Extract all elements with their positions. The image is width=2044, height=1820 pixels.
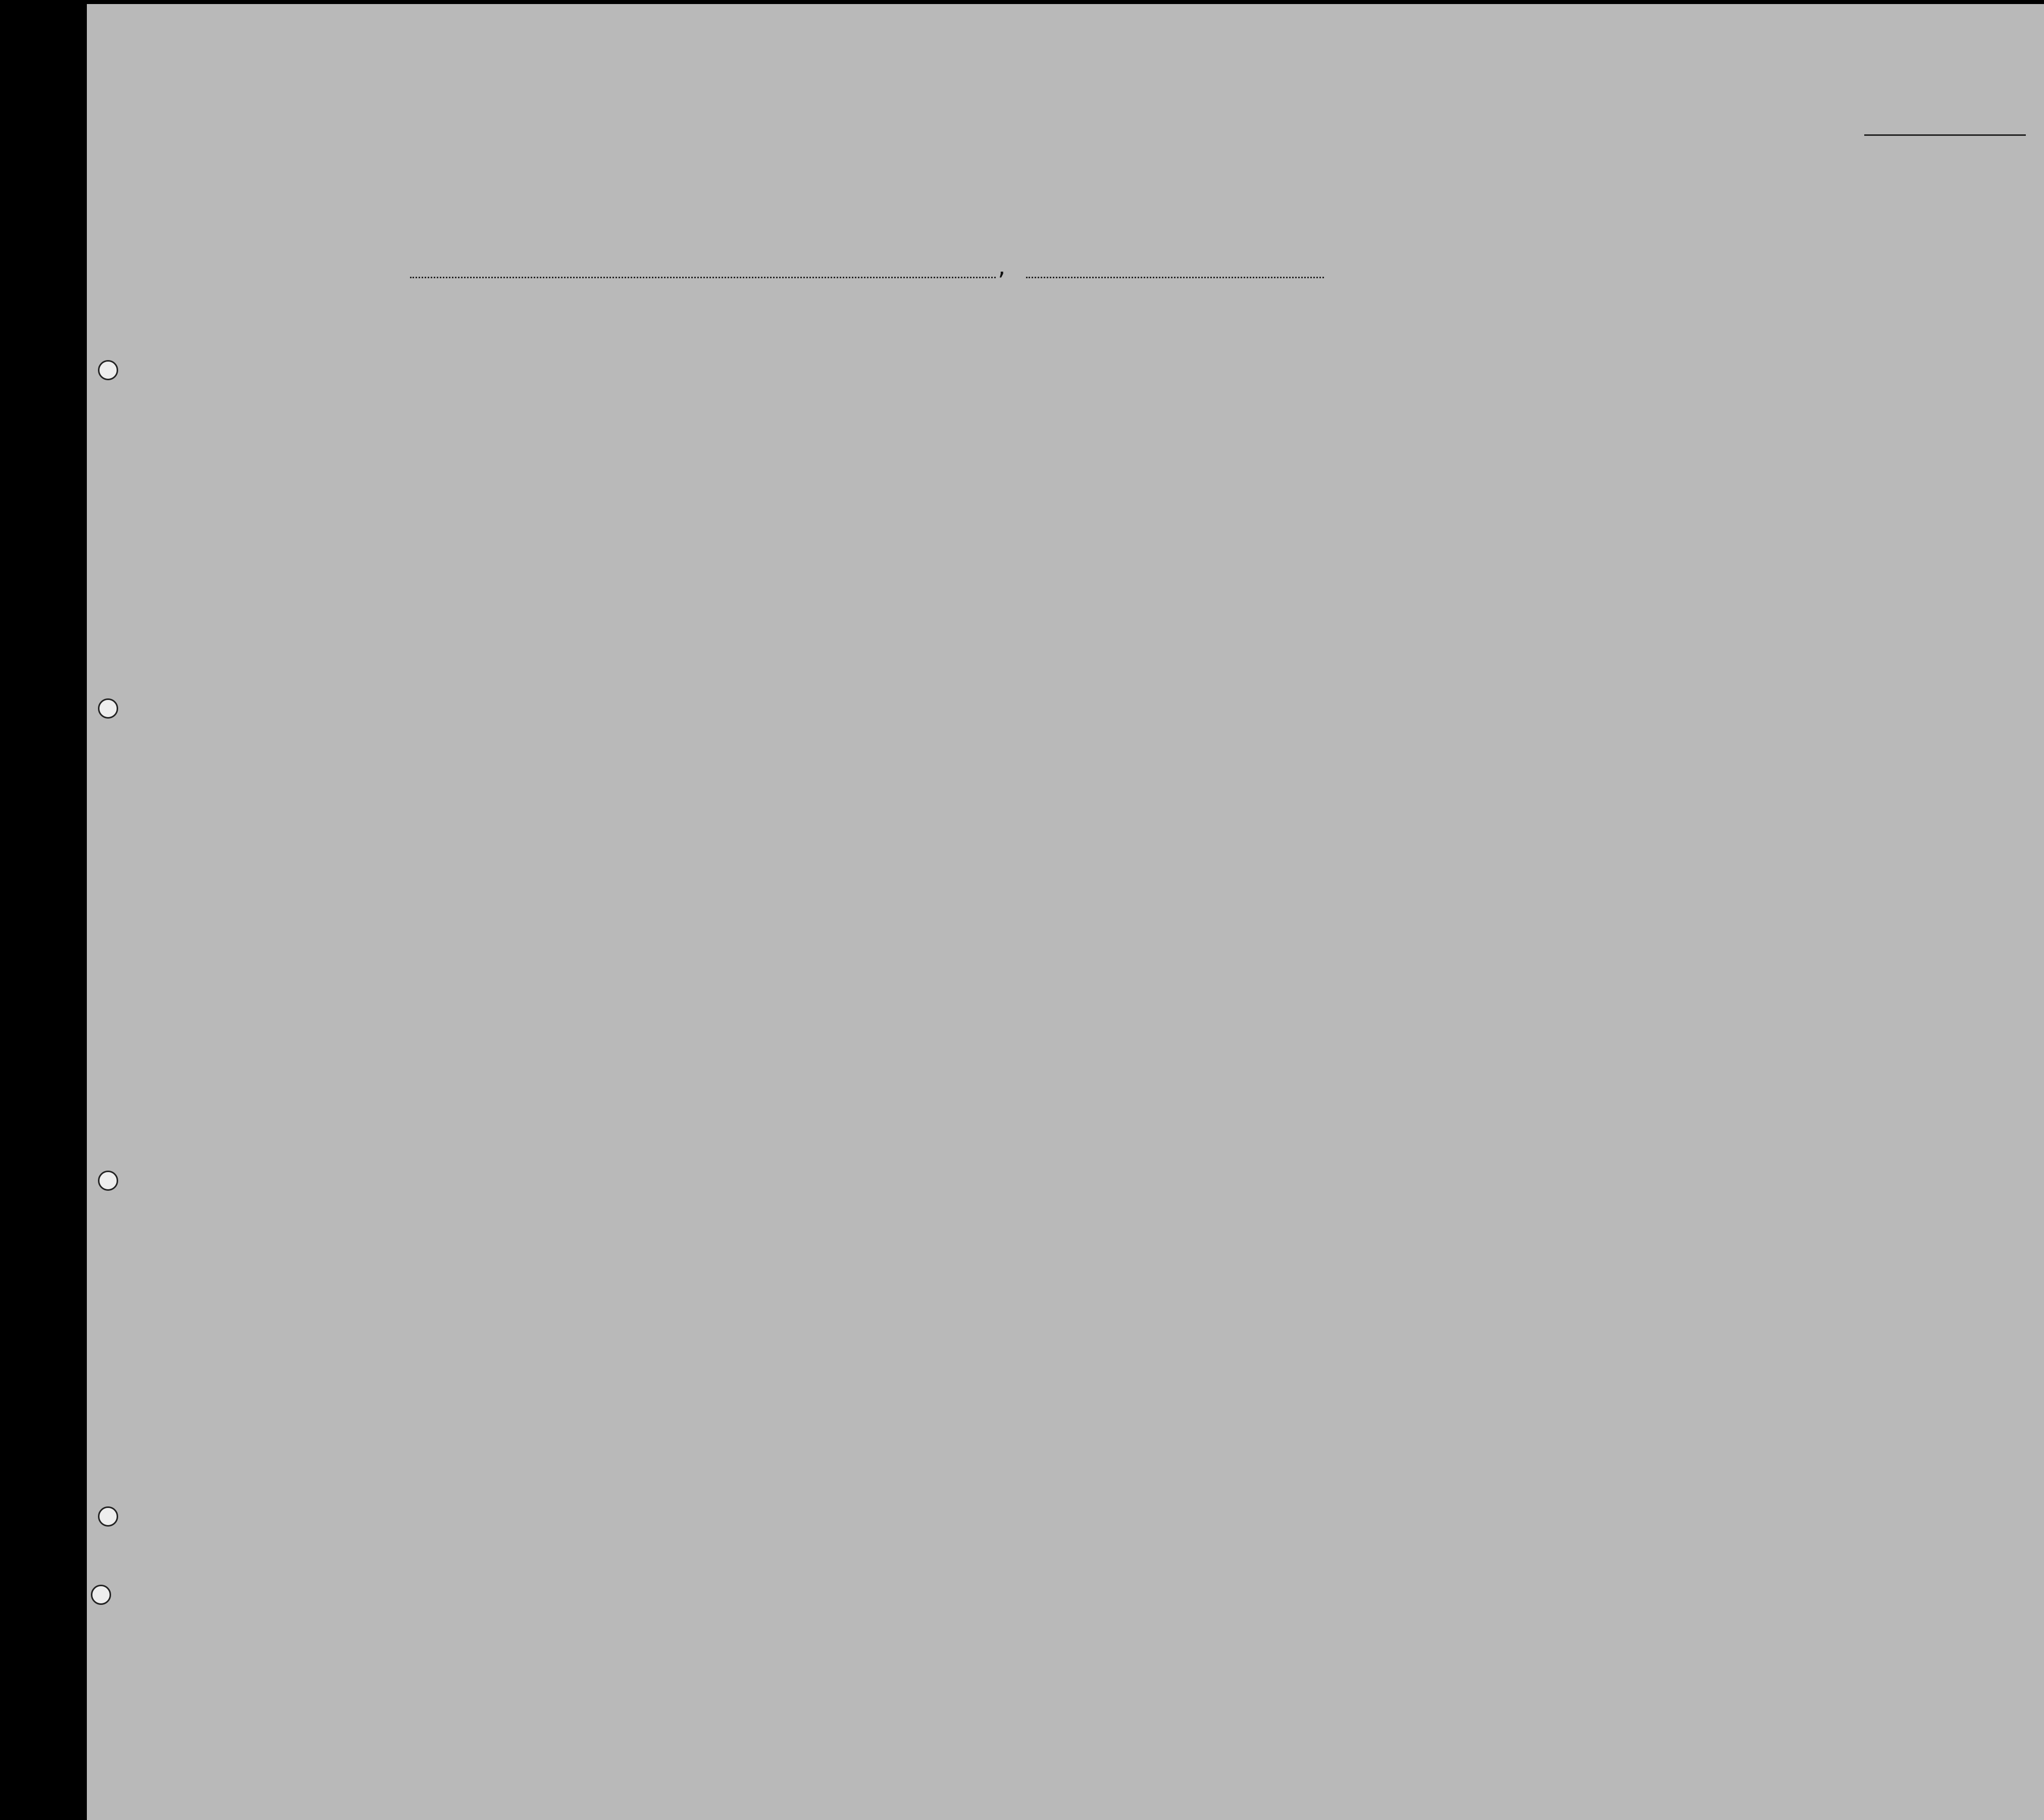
comma: , — [996, 257, 1008, 280]
binder-hole — [98, 1171, 118, 1191]
binder-hole — [98, 1506, 118, 1527]
binder-hole — [91, 1585, 111, 1605]
manifest-sheet — [87, 4, 2044, 1820]
binder-hole — [98, 360, 118, 380]
binder-hole — [98, 698, 118, 719]
manifest-grid — [87, 4, 2044, 1820]
